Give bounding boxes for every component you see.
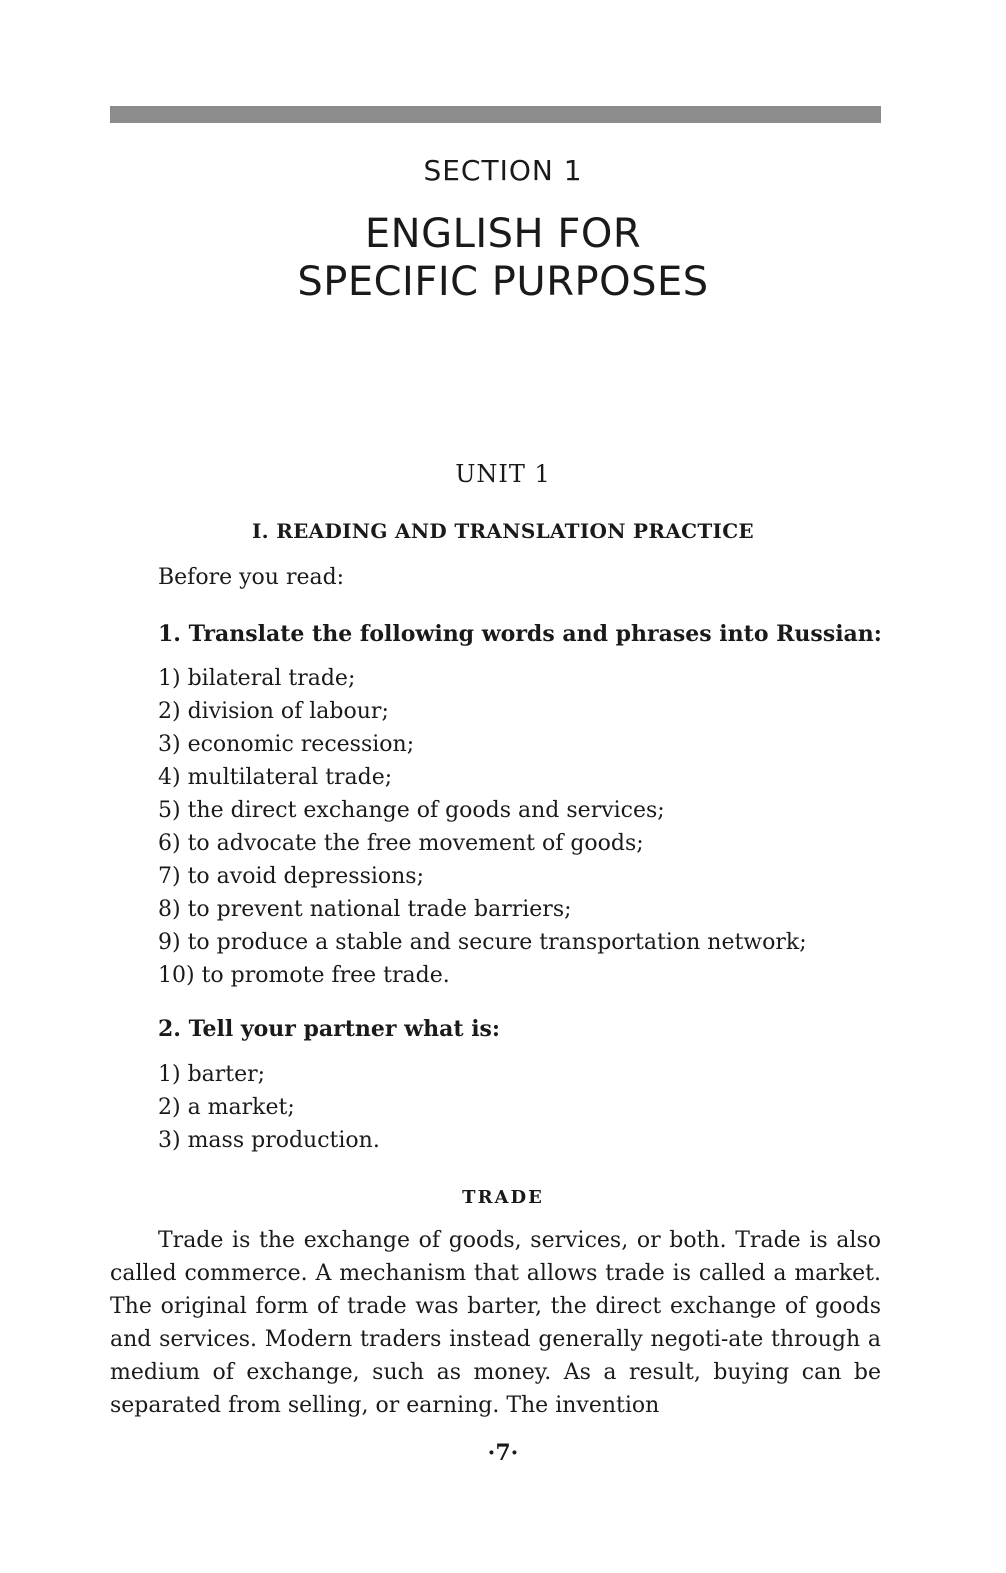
list-item: 4) multilateral trade; [158, 765, 393, 790]
part-title: I. READING AND TRANSLATION PRACTICE [252, 519, 754, 543]
section-label: SECTION 1 [423, 154, 583, 187]
unit-title: UNIT 1 [455, 460, 551, 488]
list-item: 10) to promote free trade. [158, 963, 450, 988]
intro-text: Before you read: [158, 565, 345, 590]
text-heading: TRADE [462, 1187, 544, 1208]
list-item: 8) to prevent national trade barriers; [158, 897, 572, 922]
list-item: 7) to avoid depressions; [158, 864, 425, 889]
task-2-heading: 2. Tell your partner what is: [158, 1016, 501, 1042]
list-item: 9) to produce a stable and secure transportation network; [158, 930, 807, 955]
task-1-heading: 1. Translate the following words and phrases into Russian: [158, 621, 882, 647]
list-item: 3) mass production. [158, 1128, 380, 1153]
list-item: 3) economic recession; [158, 732, 415, 757]
list-item: 1) barter; [158, 1062, 266, 1087]
page-number: ·7· [487, 1440, 519, 1466]
section-title-line-1: ENGLISH FOR [364, 211, 642, 257]
list-item: 1) bilateral trade; [158, 666, 356, 691]
section-title [0, 210, 1006, 306]
list-item: 2) a market; [158, 1095, 295, 1120]
task-2-list [158, 1058, 380, 1157]
section-title-line-2: SPECIFIC PURPOSES [297, 259, 709, 305]
list-item: 6) to advocate the free movement of goods; [158, 831, 644, 856]
task-1-list [158, 662, 807, 992]
list-item: 2) division of labour; [158, 699, 389, 724]
section-divider-bar [110, 106, 881, 123]
list-item: 5) the direct exchange of goods and services; [158, 798, 665, 823]
body-paragraph: Trade is the exchange of goods, services, or both. Trade is also called commerce. A mechanism that allows trade is called a market. The original form of trade was barter, the direct exchange of goods and services. Modern traders instead generally negoti-ate through a medium of exchange, such as money. As a result, buying can be separated from selling, or earning. The invention [110, 1228, 881, 1418]
